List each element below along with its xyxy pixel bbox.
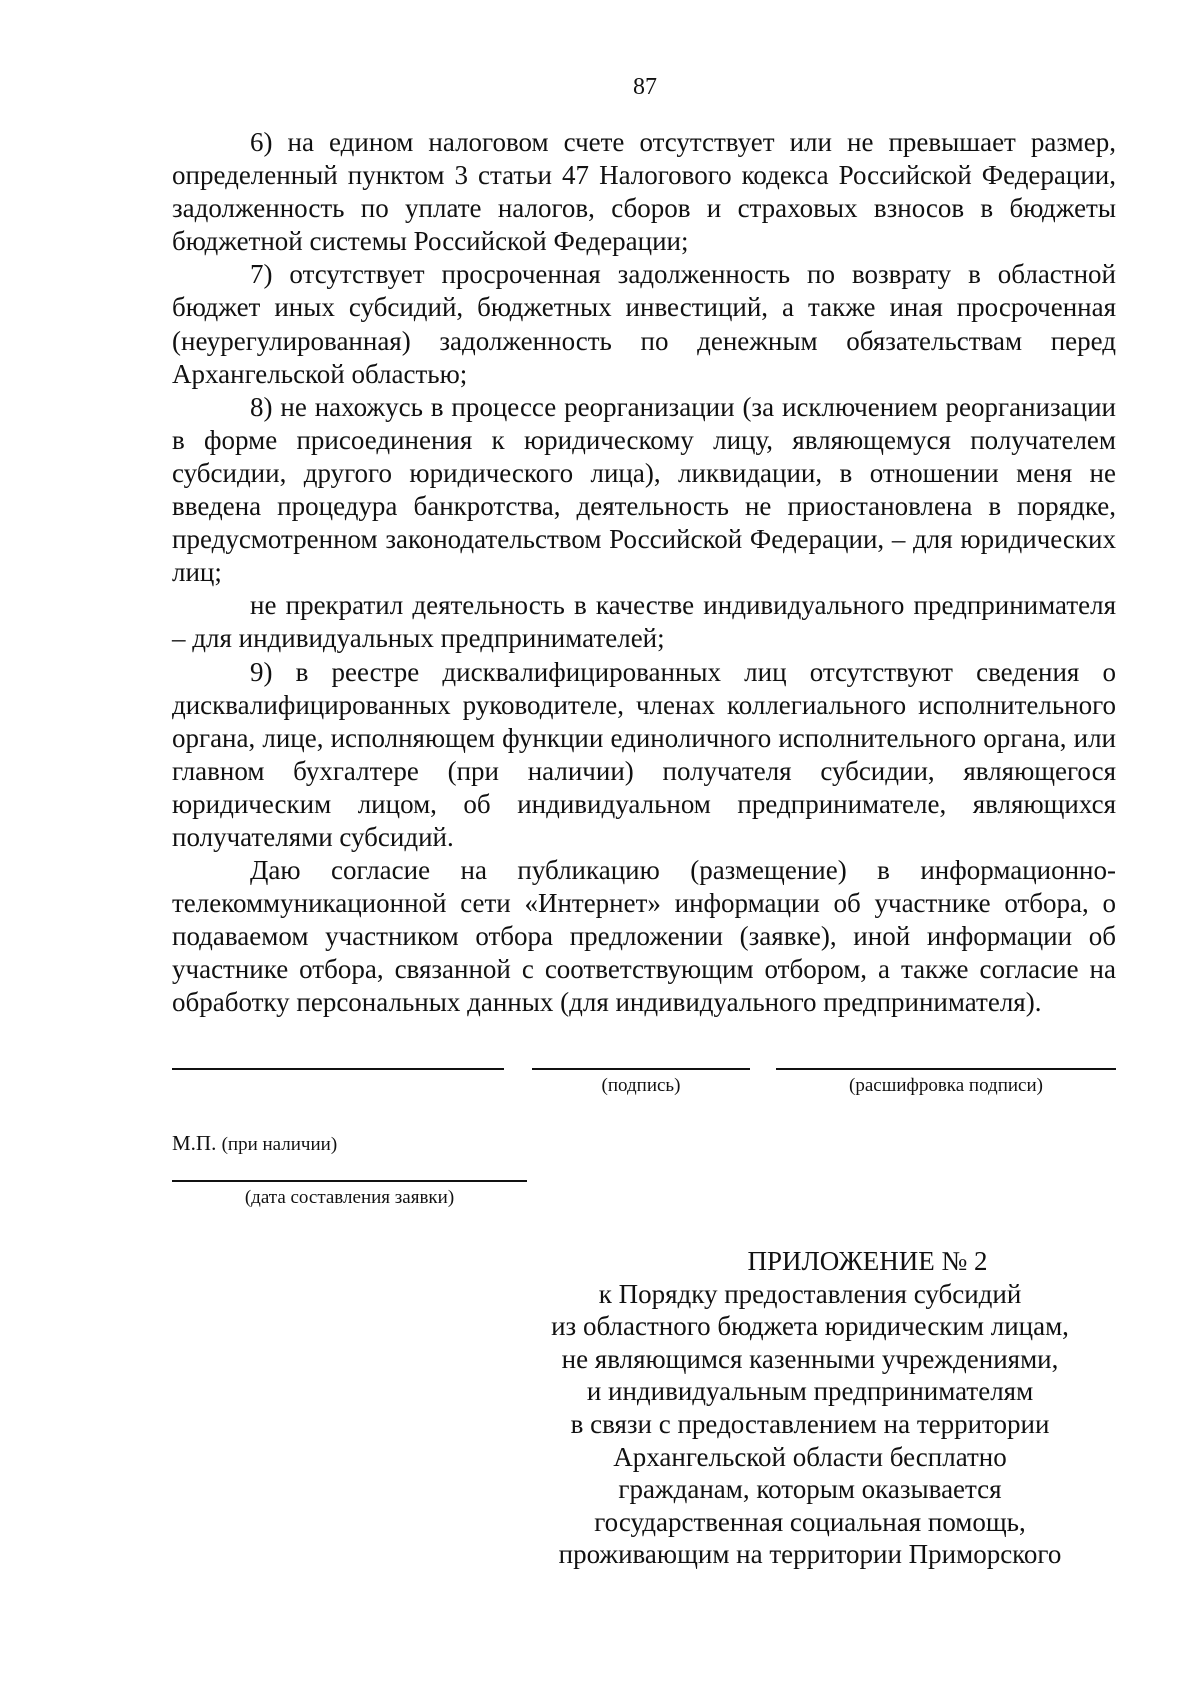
paragraph-item-8: 8) не нахожусь в процессе реорганизации (за исключением реорганизации в форме присоединения к юридическому лицу, являющемуся получателем субсидии, другого юридического лица), ликвидации, в отношении меня не введена процедура банкротства, деятельность не приостановлена в порядке, предусмотренном законодательством Российской Федерации, – для юридических лиц; [172, 391, 1116, 588]
paragraph-individual-entrepreneur: не прекратил деятельность в качестве индивидуального предпринимателя – для индивидуальных предпринимателей; [172, 590, 1116, 654]
appendix-line: Архангельской области бесплатно [613, 1441, 1007, 1472]
stamp-abbreviation: М.П. [172, 1131, 217, 1155]
page-number: 87 [633, 74, 657, 100]
signature-decoding-caption: (расшифровка подписи) [849, 1075, 1043, 1096]
appendix-line: из областного бюджета юридическим лицам, [551, 1311, 1069, 1342]
paragraph-item-6: 6) на едином налоговом счете отсутствует или не превышает размер, определенный пунктом 3 статьи 47 Налогового кодекса Российской Федерации, задолженность по уплате налогов, сборов и страховых взносов в бюджеты бюджетной системы Российской Федерации; [172, 127, 1116, 257]
paragraph-item-7: 7) отсутствует просроченная задолженность по возврату в областной бюджет иных субсидий, бюджетных инвестиций, а также иная просроченная (неурегулированная) задолженность по денежным обязательствам перед Архангельской областью; [172, 259, 1116, 389]
date-caption: (дата составления заявки) [244, 1187, 455, 1208]
signature-decoding-line [776, 1068, 1116, 1070]
appendix-line: государственная социальная помощь, [594, 1506, 1026, 1537]
body-text [172, 126, 1116, 1020]
appendix-heading [520, 1245, 1100, 1571]
appendix-line: к Порядку предоставления субсидий [598, 1278, 1022, 1309]
appendix-line: не являющимся казенными учреждениями, [561, 1343, 1059, 1374]
signature-line [532, 1068, 750, 1070]
stamp-label [172, 1130, 337, 1158]
appendix-line: гражданам, которым оказывается [618, 1474, 1002, 1505]
appendix-title: ПРИЛОЖЕНИЕ № 2 [747, 1246, 988, 1276]
position-line [172, 1068, 504, 1070]
stamp-note: (при наличии) [221, 1134, 338, 1155]
signature-caption: (подпись) [601, 1075, 681, 1096]
appendix-line: в связи с предоставлением на территории [570, 1408, 1050, 1439]
date-line [172, 1180, 527, 1182]
appendix-line: и индивидуальным предпринимателям [586, 1376, 1034, 1407]
paragraph-item-9: 9) в реестре дисквалифицированных лиц отсутствуют сведения о дисквалифицированных руководителе, членах коллегиального исполнительного органа, лице, исполняющем функции единоличного исполнительного органа, или главном бухгалтере (при наличии) получателя субсидии, являющегося юридическим лицом, об индивидуальном предпринимателе, являющихся получателями субсидий. [172, 656, 1116, 852]
appendix-line: проживающим на территории Приморского [558, 1539, 1062, 1570]
paragraph-consent: Даю согласие на публикацию (размещение) в информационно-телекоммуникационной сети «Интернет» информации об участнике отбора, о подаваемом участником отбора предложении (заявке), иной информации об участнике отбора, связанной с соответствующим отбором, а также согласие на обработку персональных данных (для индивидуального предпринимателя). [172, 855, 1116, 1018]
